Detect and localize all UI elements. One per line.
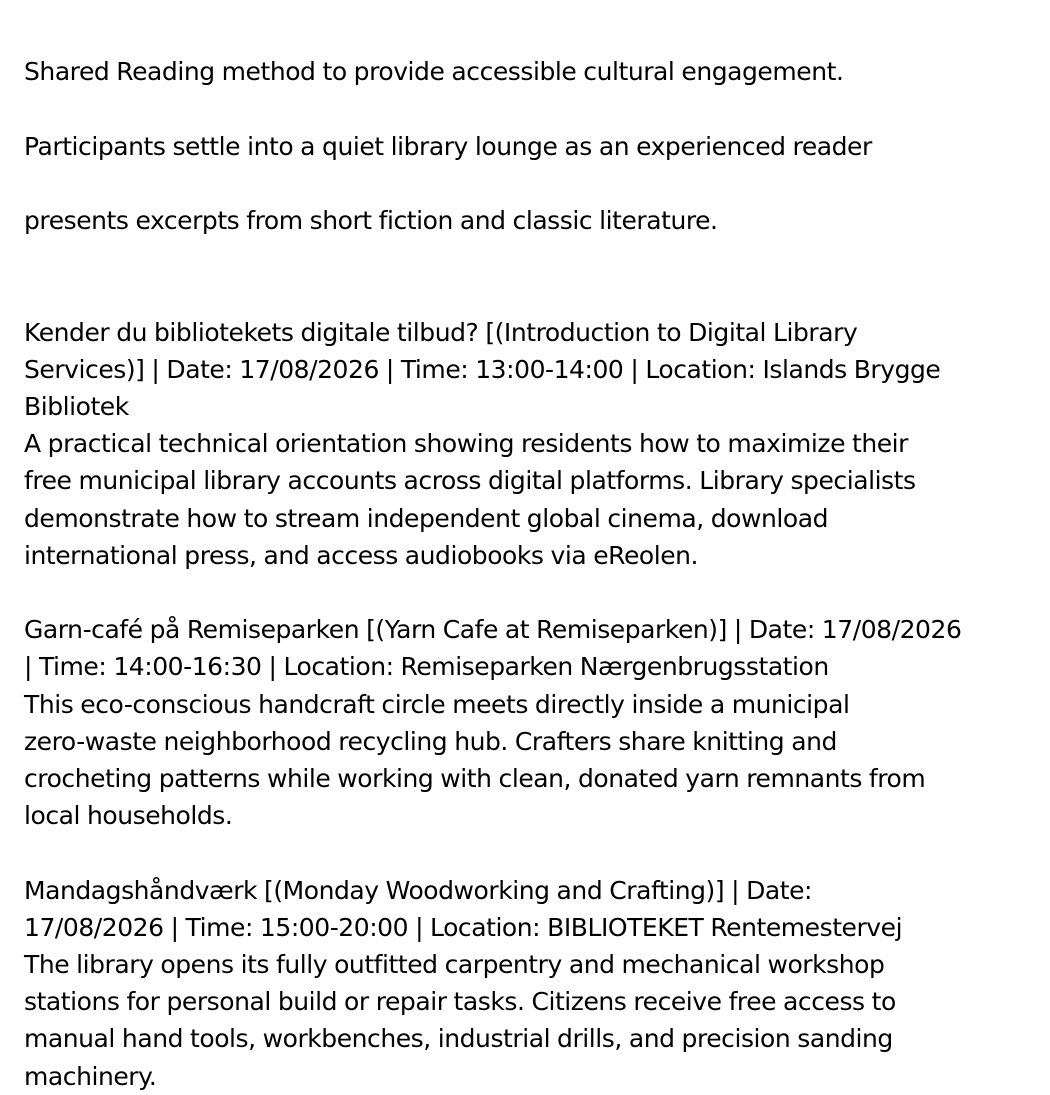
event-header — [24, 872, 1034, 946]
paragraph-spacer — [24, 276, 1034, 313]
intro-line: Shared Reading method to provide accessible cultural engagement. — [24, 57, 844, 87]
event-yarn-cafe — [24, 611, 1034, 834]
event-description-line: demonstrate how to stream independent global cinema, download — [24, 503, 829, 533]
event-header-line: Mandagshåndværk [(Monday Woodworking and Crafting)] | Date: — [24, 875, 813, 905]
event-description-line: machinery. — [24, 1061, 157, 1091]
event-description-line: manual hand tools, workbenches, industrial drills, and precision sanding — [24, 1024, 893, 1054]
event-header-line: 17/08/2026 | Time: 15:00-20:00 | Location: BIBLIOTEKET Rentemestervej — [24, 912, 903, 942]
event-description — [24, 686, 1034, 835]
event-description-line: international press, and access audiobooks via eReolen. — [24, 540, 699, 570]
paragraph-spacer — [24, 574, 1034, 611]
event-header — [24, 314, 1034, 426]
event-digital-library — [24, 314, 1034, 574]
intro-paragraph — [24, 16, 1034, 276]
event-header-line: Kender du bibliotekets digitale tilbud? [(Introduction to Digital Library — [24, 317, 858, 347]
event-description — [24, 946, 1034, 1095]
event-description-line: A practical technical orientation showing residents how to maximize their — [24, 429, 909, 459]
event-header-line: Bibliotek — [24, 392, 129, 422]
intro-line: Participants settle into a quiet library lounge as an experienced reader — [24, 131, 872, 161]
event-listing-document — [24, 16, 1034, 1095]
event-header-line: Services)] | Date: 17/08/2026 | Time: 13:00-14:00 | Location: Islands Brygge — [24, 354, 941, 384]
event-header-line: | Time: 14:00-16:30 | Location: Remiseparken Nærgenbrugsstation — [24, 652, 829, 682]
event-description-line: stations for personal build or repair tasks. Citizens receive free access to — [24, 987, 896, 1017]
event-header — [24, 611, 1034, 685]
paragraph-spacer — [24, 834, 1034, 871]
event-description-line: This eco-conscious handcraft circle meets directly inside a municipal — [24, 689, 850, 719]
event-description-line: free municipal library accounts across digital platforms. Library specialists — [24, 466, 916, 496]
event-description-line: crocheting patterns while working with clean, donated yarn remnants from — [24, 764, 926, 794]
event-woodworking — [24, 872, 1034, 1095]
event-description-line: The library opens its fully outfitted carpentry and mechanical workshop — [24, 950, 885, 980]
event-header-line: Garn-café på Remiseparken [(Yarn Cafe at Remiseparken)] | Date: 17/08/2026 — [24, 615, 962, 645]
event-description-line: zero-waste neighborhood recycling hub. Crafters share knitting and — [24, 726, 837, 756]
event-description — [24, 425, 1034, 574]
event-description-line: local households. — [24, 801, 233, 831]
intro-line: presents excerpts from short fiction and classic literature. — [24, 206, 718, 236]
